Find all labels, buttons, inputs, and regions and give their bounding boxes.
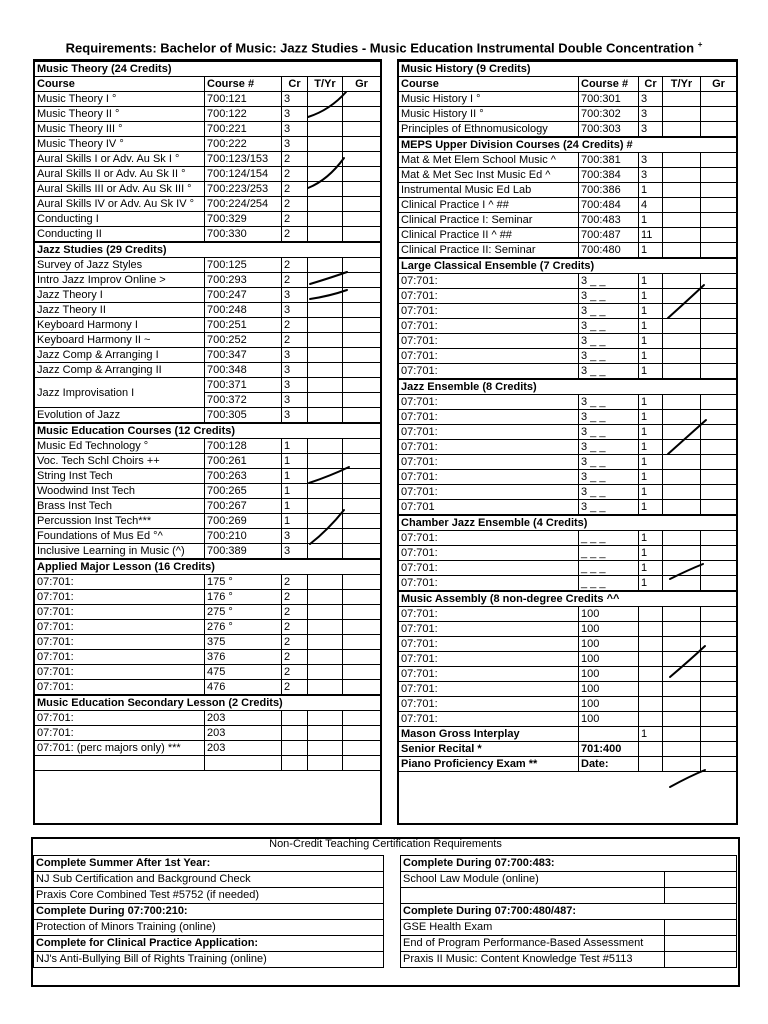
credits-cell: 1 [639,395,663,410]
course-number-cell: 3 _ _ [579,304,639,319]
credits-cell: 1 [639,304,663,319]
course-name-cell: Music History II ° [399,107,579,122]
course-name-cell: Survey of Jazz Styles [35,258,205,273]
course-name-cell: Course [399,77,579,92]
completion-cell[interactable] [665,952,737,968]
course-number-cell: 203 [205,711,282,726]
course-number-cell: 700:384 [579,168,639,183]
course-name-cell: Jazz Theory II [35,303,205,318]
course-name-cell: 07:701: [399,561,579,576]
credits-cell: 3 [282,92,308,107]
requirement-text: Praxis II Music: Content Knowledge Test #5113 [401,952,665,968]
credits-cell: 3 [282,107,308,122]
course-number-cell: 700:221 [205,122,282,137]
course-name-cell: 07:701 [399,500,579,516]
credits-cell: 2 [282,635,308,650]
credits-cell: 1 [639,243,663,259]
course-number-cell: 700:121 [205,92,282,107]
completion-cell[interactable] [665,920,737,936]
course-number-cell: 700:263 [205,469,282,484]
course-number-cell: 176 ° [205,590,282,605]
credits-cell: 1 [282,439,308,454]
credits-cell: 2 [282,182,308,197]
course-name-cell: 07:701: [399,364,579,380]
course-name-cell: Music Theory I ° [35,92,205,107]
requirement-row [34,872,384,888]
requirement-text: Complete Summer After 1st Year: [34,856,384,872]
course-name-cell: 07:701: [35,680,205,696]
credits-cell: 1 [639,531,663,546]
course-number-cell: 3 _ _ [579,319,639,334]
course-name-cell: 07:701: [399,531,579,546]
course-name-cell: Principles of Ethnomusicology [399,122,579,138]
certification-right-table [400,855,737,968]
course-name-cell: 07:701: [35,635,205,650]
course-number-cell: 100 [579,712,639,727]
course-number-cell: 100 [579,697,639,712]
section-title: Music History (9 Credits) [399,61,737,77]
completion-cell[interactable] [665,936,737,952]
course-name-cell: 07:701: [399,712,579,727]
course-name-cell: Aural Skills I or Adv. Au Sk I ° [35,152,205,167]
course-number-cell: 100 [579,682,639,697]
credits-cell: 1 [282,454,308,469]
completion-cell[interactable] [665,872,737,888]
right-table-border [397,59,738,825]
credits-cell: 1 [282,499,308,514]
course-number-cell: 700:301 [579,92,639,107]
course-number-cell: 3 _ _ [579,485,639,500]
course-name-cell: 07:701: [399,652,579,667]
credits-cell: 1 [282,469,308,484]
course-name-cell: Jazz Comp & Arranging II [35,363,205,378]
course-number-cell: 700:348 [205,363,282,378]
course-number-cell: 700:487 [579,228,639,243]
credits-cell: 2 [282,212,308,227]
requirement-text: Protection of Minors Training (online) [34,920,384,936]
credits-cell: 1 [639,334,663,349]
title-footnote-mark: + [697,40,703,49]
course-number-cell: 203 [205,741,282,756]
requirement-text: End of Program Performance-Based Assessment [401,936,665,952]
course-name-cell: Intro Jazz Improv Online > [35,273,205,288]
course-number-cell: _ _ _ [579,576,639,592]
course-name-cell: 07:701: [35,711,205,726]
course-name-cell: Mat & Met Sec Inst Music Ed ^ [399,168,579,183]
course-number-cell: 3 _ _ [579,440,639,455]
course-number-cell: 700:386 [579,183,639,198]
course-name-cell: Music Theory IV ° [35,137,205,152]
completion-cell[interactable] [665,888,737,904]
credits-cell: 3 [282,378,308,393]
course-number-cell: 100 [579,652,639,667]
course-number-cell: 276 ° [205,620,282,635]
section-title: Large Classical Ensemble (7 Credits) [399,258,737,274]
course-name-cell: Music History I ° [399,92,579,107]
credits-cell: 1 [639,440,663,455]
course-number-cell: _ _ _ [579,561,639,576]
credits-cell: 2 [282,605,308,620]
credits-cell: 2 [282,197,308,212]
course-number-cell: 700:223/253 [205,182,282,197]
certification-heading: Non-Credit Teaching Certification Requirements [269,838,502,850]
course-number-cell: 3 _ _ [579,395,639,410]
course-name-cell: 07:701: [399,289,579,304]
course-name-cell: Aural Skills IV or Adv. Au Sk IV ° [35,197,205,212]
requirement-row [34,952,384,968]
left-table-border [33,59,382,825]
course-number-cell: 700:125 [205,258,282,273]
credits-cell: 2 [282,665,308,680]
term-year-cell: T/Yr [308,77,343,92]
certification-left-table [33,855,384,968]
credits-cell: 3 [639,122,663,138]
course-name-cell: 07:701: [399,682,579,697]
course-number-cell: 3 _ _ [579,274,639,289]
course-name-cell: 07:701: [399,485,579,500]
course-name-cell: Conducting I [35,212,205,227]
credits-cell: 1 [282,514,308,529]
requirement-heading-row [401,856,737,872]
course-number-cell: 700:303 [579,122,639,138]
course-number-cell: 700:128 [205,439,282,454]
credits-cell: 1 [639,183,663,198]
course-number-cell: 700:347 [205,348,282,363]
credits-cell: 2 [282,590,308,605]
credits-cell: 1 [639,576,663,592]
course-name-cell: Mat & Met Elem School Music ^ [399,153,579,168]
course-name-cell: 07:701: [399,455,579,470]
course-name-cell: 07:701: [399,546,579,561]
requirement-text: NJ's Anti-Bullying Bill of Rights Training (online) [34,952,384,968]
course-name-cell: Jazz Improvisation I [35,378,205,408]
credits-cell: 1 [639,546,663,561]
credits-cell: Cr [639,77,663,92]
course-name-cell: Music Theory II ° [35,107,205,122]
credits-cell: 3 [639,92,663,107]
course-number-cell: 700:251 [205,318,282,333]
course-name-cell: Woodwind Inst Tech [35,484,205,499]
requirement-row [401,888,737,904]
section-title: MEPS Upper Division Courses (24 Credits) # [399,137,737,153]
course-number-cell: 100 [579,637,639,652]
course-number-cell: 3 _ _ [579,349,639,364]
credits-cell: 1 [639,485,663,500]
course-name-cell: 07:701: [399,425,579,440]
course-number-cell: 475 [205,665,282,680]
credits-cell: 1 [639,455,663,470]
course-name-cell: Voc. Tech Schl Choirs ++ [35,454,205,469]
requirement-row [401,872,737,888]
course-number-cell: 700:371 [205,378,282,393]
course-name-cell: 07:701: [399,319,579,334]
title-text: Requirements: Bachelor of Music: Jazz Studies - Music Education Instrumental Double Concentration [65,40,695,56]
course-number-cell: _ _ _ [579,546,639,561]
course-name-cell: 07:701: [399,576,579,592]
section-title: Chamber Jazz Ensemble (4 Credits) [399,515,737,531]
credits-cell: 2 [282,152,308,167]
course-name-cell: Percussion Inst Tech*** [35,514,205,529]
course-number-cell: 3 _ _ [579,364,639,380]
credits-cell: 3 [282,348,308,363]
course-name-cell: Conducting II [35,227,205,243]
course-number-cell: 3 _ _ [579,289,639,304]
course-name-cell: Aural Skills II or Adv. Au Sk II ° [35,167,205,182]
requirement-text: Complete for Clinical Practice Application: [34,936,384,952]
course-name-cell: Brass Inst Tech [35,499,205,514]
section-title: Jazz Ensemble (8 Credits) [399,379,737,395]
credits-cell: 1 [639,470,663,485]
course-number-cell: 700:222 [205,137,282,152]
credits-cell: 2 [282,680,308,696]
course-number-cell: Course # [579,77,639,92]
requirement-row [401,952,737,968]
course-number-cell: 375 [205,635,282,650]
section-title: Music Assembly (8 non-degree Credits ^^ [399,591,737,607]
course-number-cell: 700:483 [579,213,639,228]
course-number-cell: 3 _ _ [579,425,639,440]
credits-cell: 3 [282,393,308,408]
credits-cell: 1 [639,364,663,380]
section-title: Music Education Courses (12 Credits) [35,423,381,439]
section-title: Jazz Studies (29 Credits) [35,242,381,258]
requirement-text [401,888,665,904]
course-name-cell: 07:701: [399,622,579,637]
course-name-cell: 07:701: [35,620,205,635]
course-name-cell: 07:701: [35,575,205,590]
credits-cell: 2 [282,167,308,182]
course-number-cell: 700:484 [579,198,639,213]
course-name-cell: 07:701: [399,349,579,364]
course-name-cell: Evolution of Jazz [35,408,205,424]
requirement-heading-row [401,904,737,920]
credits-cell: Cr [282,77,308,92]
course-name-cell: Piano Proficiency Exam ** [399,757,579,772]
section-title: Music Theory (24 Credits) [35,61,381,77]
credits-cell: 3 [639,168,663,183]
course-name-cell: 07:701: [399,395,579,410]
course-name-cell: Course [35,77,205,92]
course-number-cell: 700:293 [205,273,282,288]
requirement-row [401,920,737,936]
credits-cell: 2 [282,258,308,273]
requirement-text: Complete During 07:700:210: [34,904,384,920]
requirement-text: NJ Sub Certification and Background Check [34,872,384,888]
credits-cell: 11 [639,228,663,243]
course-name-cell: Clinical Practice I ^ ## [399,198,579,213]
credits-cell: 4 [639,198,663,213]
course-name-cell: 07:701: [399,607,579,622]
requirement-text: School Law Module (online) [401,872,665,888]
credits-cell: 1 [639,319,663,334]
course-number-cell: 700:210 [205,529,282,544]
course-number-cell: Course # [205,77,282,92]
course-name-cell: 07:701: [35,665,205,680]
course-number-cell: 700:248 [205,303,282,318]
course-name-cell: 07:701: [399,410,579,425]
course-number-cell: 700:381 [579,153,639,168]
credits-cell: 1 [639,349,663,364]
credits-cell: 3 [282,544,308,560]
course-number-cell: _ _ _ [579,531,639,546]
course-name-cell: 07:701: [399,334,579,349]
course-number-cell: 700:124/154 [205,167,282,182]
course-number-cell: 700:389 [205,544,282,560]
requirement-text: Complete During 07:700:483: [401,856,737,872]
course-name-cell: Keyboard Harmony II ~ [35,333,205,348]
course-name-cell: Jazz Comp & Arranging I [35,348,205,363]
course-name-cell: 07:701: [399,304,579,319]
credits-cell: 3 [282,137,308,152]
credits-cell: 1 [639,561,663,576]
credits-cell: 1 [282,484,308,499]
course-number-cell: 376 [205,650,282,665]
course-name-cell: Aural Skills III or Adv. Au Sk III ° [35,182,205,197]
course-number-cell: 700:330 [205,227,282,243]
course-name-cell: Mason Gross Interplay [399,727,579,742]
credits-cell: 2 [282,650,308,665]
course-number-cell: 100 [579,667,639,682]
course-number-cell: 476 [205,680,282,696]
requirement-heading-row [34,856,384,872]
requirement-row [401,936,737,952]
course-name-cell: Clinical Practice II ^ ## [399,228,579,243]
course-number-cell: 3 _ _ [579,500,639,516]
course-name-cell: Instrumental Music Ed Lab [399,183,579,198]
course-number-cell: 3 _ _ [579,410,639,425]
requirement-text: Praxis Core Combined Test #5752 (if needed) [34,888,384,904]
credits-cell: 2 [282,575,308,590]
course-number-cell: 100 [579,607,639,622]
credits-cell: 3 [282,408,308,424]
course-name-cell: Keyboard Harmony I [35,318,205,333]
credits-cell: 1 [639,274,663,289]
credits-cell: 1 [639,727,663,742]
course-number-cell: 700:252 [205,333,282,348]
credits-cell: 3 [639,107,663,122]
course-number-cell: 700:372 [205,393,282,408]
course-number-cell: 700:329 [205,212,282,227]
requirement-row [34,920,384,936]
requirement-heading-row [34,936,384,952]
credits-cell: 3 [282,303,308,318]
credits-cell: 3 [282,363,308,378]
credits-cell: 2 [282,318,308,333]
credits-cell: 1 [639,213,663,228]
credits-cell: 3 [282,122,308,137]
term-year-cell: T/Yr [663,77,701,92]
course-name-cell: 07:701: [399,470,579,485]
course-number-cell: 700:123/153 [205,152,282,167]
requirement-text: Complete During 07:700:480/487: [401,904,737,920]
course-number-cell: 3 _ _ [579,470,639,485]
course-number-cell: 700:247 [205,288,282,303]
credits-cell: 1 [639,500,663,516]
credits-cell: 3 [282,529,308,544]
course-name-cell: 07:701: [399,440,579,455]
course-number-cell: 700:265 [205,484,282,499]
course-name-cell: Clinical Practice I: Seminar [399,213,579,228]
course-number-cell: 700:261 [205,454,282,469]
course-number-cell: Date: [579,757,639,772]
course-name-cell: 07:701: [399,274,579,289]
course-number-cell: 100 [579,622,639,637]
course-number-cell: 700:267 [205,499,282,514]
course-name-cell: Clinical Practice II: Seminar [399,243,579,259]
credits-cell: 1 [639,425,663,440]
course-name-cell: Senior Recital * [399,742,579,757]
course-name-cell: 07:701: [35,590,205,605]
course-number-cell: 700:480 [579,243,639,259]
requirement-text: GSE Health Exam [401,920,665,936]
page-title [0,40,768,55]
course-name-cell: 07:701: [35,650,205,665]
course-name-cell: 07:701: [35,605,205,620]
requirement-heading-row [34,904,384,920]
credits-cell: 2 [282,227,308,243]
course-name-cell: Music Theory III ° [35,122,205,137]
credits-cell: 1 [639,289,663,304]
course-name-cell: 07:701: (perc majors only) *** [35,741,205,756]
credits-cell: 3 [639,153,663,168]
course-number-cell: 3 _ _ [579,455,639,470]
grade-cell: Gr [343,77,381,92]
course-name-cell: Inclusive Learning in Music (^) [35,544,205,560]
section-title: Music Education Secondary Lesson (2 Credits) [35,695,381,711]
section-title: Applied Major Lesson (16 Credits) [35,559,381,575]
course-number-cell: 700:305 [205,408,282,424]
credits-cell: 2 [282,620,308,635]
grade-cell: Gr [701,77,737,92]
credits-cell: 2 [282,333,308,348]
course-name-cell: 07:701: [399,637,579,652]
course-number-cell: 3 _ _ [579,334,639,349]
course-number-cell: 203 [205,726,282,741]
course-number-cell: 700:224/254 [205,197,282,212]
course-number-cell: 700:269 [205,514,282,529]
course-name-cell: Jazz Theory I [35,288,205,303]
credits-cell: 1 [639,410,663,425]
course-name-cell: Foundations of Mus Ed °^ [35,529,205,544]
requirement-row [34,888,384,904]
course-number-cell: 175 ° [205,575,282,590]
course-name-cell: 07:701: [399,697,579,712]
course-number-cell: 701:400 [579,742,639,757]
course-name-cell: 07:701: [399,667,579,682]
course-number-cell: 700:302 [579,107,639,122]
course-number-cell: 275 ° [205,605,282,620]
course-name-cell: 07:701: [35,726,205,741]
credits-cell: 3 [282,288,308,303]
course-number-cell: 700:122 [205,107,282,122]
course-name-cell: Music Ed Technology ° [35,439,205,454]
credits-cell: 2 [282,273,308,288]
course-name-cell: String Inst Tech [35,469,205,484]
